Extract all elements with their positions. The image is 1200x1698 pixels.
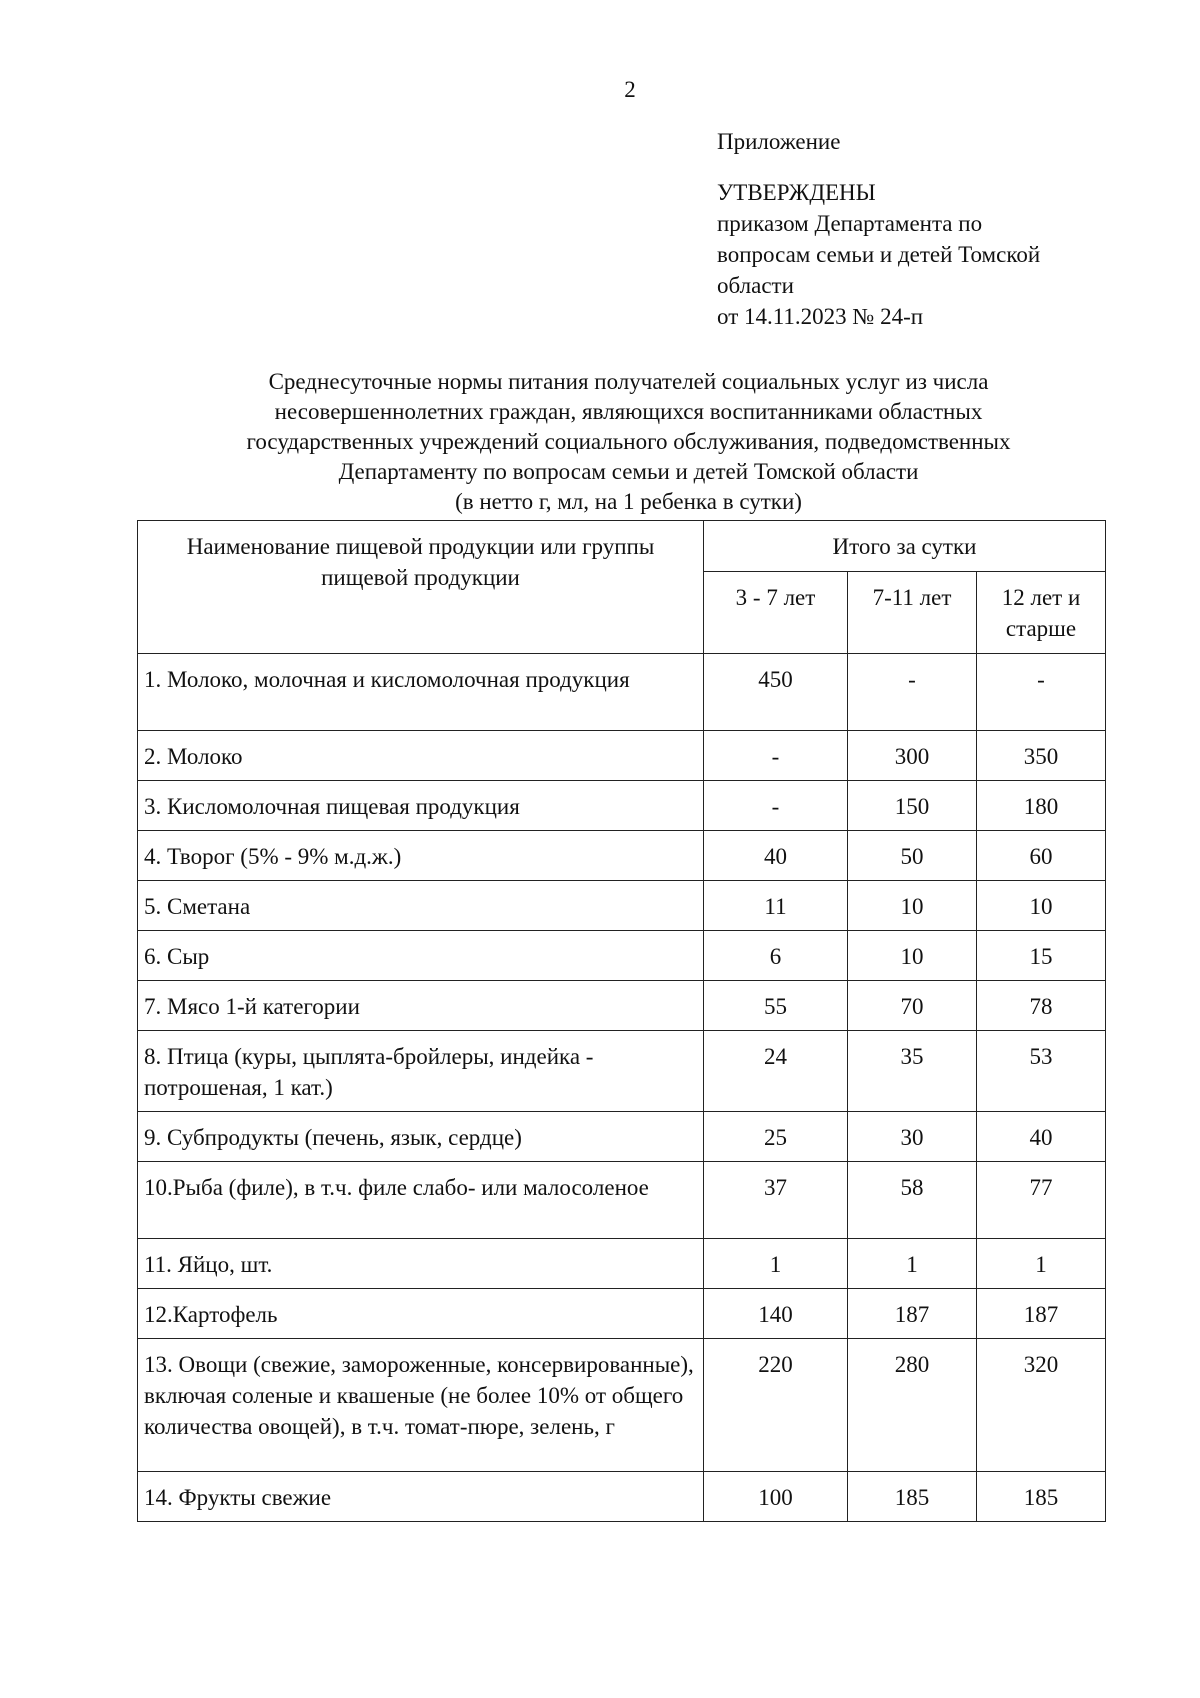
norm-value-cell: 187 [977,1289,1106,1339]
norm-value-cell: 40 [977,1112,1106,1162]
product-name-cell: 9. Субпродукты (печень, язык, сердце) [138,1112,704,1162]
norm-value-cell: 150 [848,781,977,831]
table-row [138,1472,1106,1522]
norm-value-cell: 140 [704,1289,848,1339]
product-name-cell: 1. Молоко, молочная и кисломолочная продукция [138,654,704,731]
product-name-cell: 8. Птица (куры, цыплята-бройлеры, индейка - потрошеная, 1 кат.) [138,1031,704,1112]
norm-value-cell: 220 [704,1339,848,1472]
norm-value-cell: 15 [977,931,1106,981]
page-number: 2 [624,77,636,102]
norm-value-cell: 50 [848,831,977,881]
product-name-cell: 5. Сметана [138,881,704,931]
table-row [138,931,1106,981]
product-name-cell: 10.Рыба (филе), в т.ч. филе слабо- или малосоленое [138,1162,704,1239]
norm-value-cell: - [704,781,848,831]
product-name-cell: 14. Фрукты свежие [138,1472,704,1522]
table-body [138,654,1106,1522]
table-row [138,981,1106,1031]
approved-label: УТВЕРЖДЕНЫ [717,180,876,205]
norm-value-cell: 10 [848,881,977,931]
table-row [138,1289,1106,1339]
approval-block [717,126,1147,332]
title-line: Департаменту по вопросам семьи и детей Томской области [338,459,919,484]
approval-line: вопросам семьи и детей Томской [717,242,1041,267]
norm-value-cell: 37 [704,1162,848,1239]
norm-value-cell: 35 [848,1031,977,1112]
norm-value-cell: 25 [704,1112,848,1162]
header-age-3-7: 3 - 7 лет [704,572,848,654]
norm-value-cell: 1 [704,1239,848,1289]
table-row [138,1239,1106,1289]
norm-value-cell: 320 [977,1339,1106,1472]
table-row [138,881,1106,931]
title-units-line: (в нетто г, мл, на 1 ребенка в сутки) [455,489,802,514]
norm-value-cell: 30 [848,1112,977,1162]
norm-value-cell: 187 [848,1289,977,1339]
norm-value-cell: 185 [848,1472,977,1522]
norm-value-cell: 450 [704,654,848,731]
norm-value-cell: 78 [977,981,1106,1031]
norm-value-cell: 280 [848,1339,977,1472]
norm-value-cell: 1 [848,1239,977,1289]
norm-value-cell: 350 [977,731,1106,781]
approval-line: области [717,273,794,298]
table-row [138,731,1106,781]
approval-date-line: от 14.11.2023 № 24-п [717,304,924,329]
approval-line: приказом Департамента по [717,211,983,236]
norm-value-cell: 40 [704,831,848,881]
norm-value-cell: 180 [977,781,1106,831]
norm-value-cell: 1 [977,1239,1106,1289]
header-age-12-plus: 12 лет и старше [977,572,1106,654]
norm-value-cell: 10 [977,881,1106,931]
product-name-cell: 2. Молоко [138,731,704,781]
header-age-7-11: 7-11 лет [848,572,977,654]
norm-value-cell: - [848,654,977,731]
norm-value-cell: 55 [704,981,848,1031]
norm-value-cell: 185 [977,1472,1106,1522]
title-line: государственных учреждений социального обслуживания, подведомственных [246,429,1011,454]
norm-value-cell: 10 [848,931,977,981]
norm-value-cell: 11 [704,881,848,931]
nutrition-norms-table [137,520,1106,1522]
title-line: несовершеннолетних граждан, являющихся воспитанниками областных [274,399,983,424]
norm-value-cell: 6 [704,931,848,981]
norm-value-cell: 24 [704,1031,848,1112]
product-name-cell: 7. Мясо 1-й категории [138,981,704,1031]
title-line: Среднесуточные нормы питания получателей социальных услуг из числа [268,369,989,394]
annex-label: Приложение [717,129,841,154]
header-product-name: Наименование пищевой продукции или группы пищевой продукции [138,521,704,654]
table-row [138,831,1106,881]
norm-value-cell: 77 [977,1162,1106,1239]
product-name-cell: 3. Кисломолочная пищевая продукция [138,781,704,831]
norm-value-cell: 100 [704,1472,848,1522]
product-name-cell: 6. Сыр [138,931,704,981]
norm-value-cell: 58 [848,1162,977,1239]
table-row [138,654,1106,731]
table-row [138,1031,1106,1112]
table-row [138,1339,1106,1472]
document-title [137,367,1120,517]
table-row [138,1112,1106,1162]
product-name-cell: 13. Овощи (свежие, замороженные, консервированные), включая соленые и квашеные (не более 10% от общего количества овощей), в т.ч. томат-пюре, зелень, г [138,1339,704,1472]
norm-value-cell: - [977,654,1106,731]
table-row [138,781,1106,831]
header-daily-total: Итого за сутки [704,521,1106,572]
norm-value-cell: 300 [848,731,977,781]
product-name-cell: 4. Творог (5% - 9% м.д.ж.) [138,831,704,881]
norm-value-cell: 53 [977,1031,1106,1112]
product-name-cell: 12.Картофель [138,1289,704,1339]
table-row [138,1162,1106,1239]
product-name-cell: 11. Яйцо, шт. [138,1239,704,1289]
norm-value-cell: - [704,731,848,781]
norm-value-cell: 60 [977,831,1106,881]
norm-value-cell: 70 [848,981,977,1031]
